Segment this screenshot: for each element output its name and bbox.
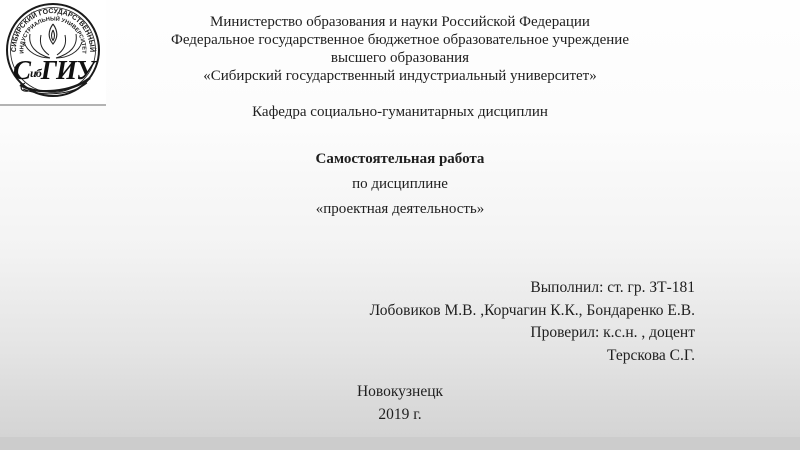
- header-spacer: [0, 85, 800, 103]
- header-line-ministry: Министерство образования и науки Российской Федерации: [210, 14, 590, 30]
- department-line: Кафедра социально-гуманитарных дисциплин: [252, 104, 548, 120]
- credits-reviewer: Терскова С.Г.: [606, 346, 695, 364]
- footer-year: 2019 г.: [378, 406, 422, 423]
- footer-block: [0, 380, 800, 426]
- work-subtitle: по дисциплине: [352, 176, 448, 192]
- work-title-block: [0, 147, 800, 222]
- logo-arc-outer-text: СИБИРСКИЙ ГОСУДАРСТВЕННЫЙ: [10, 8, 96, 53]
- footer-city: Новокузнецк: [356, 383, 444, 400]
- footer-bar: [0, 437, 800, 450]
- credits-authors: Лобовиков М.В. ,Корчагин К.К., Бондаренко Е.В.: [369, 301, 695, 319]
- header-line-education: высшего образования: [330, 50, 470, 66]
- work-title: Самостоятельная работа: [315, 151, 485, 167]
- credits-block: [100, 277, 695, 367]
- logo-abbr-text: СибГИУ: [13, 55, 94, 85]
- credits-checked-by: Проверил: к.с.н. , доцент: [530, 324, 695, 341]
- credits-performed-by: Выполнил: ст. гр. ЗТ-181: [530, 279, 695, 296]
- work-discipline: «проектная деятельность»: [315, 201, 485, 217]
- logo-arc-inner-text: ИНДУСТРИАЛЬНЫЙ УНИВЕРСИТЕТ: [19, 16, 87, 54]
- header-line-institution: Федеральное государственное бюджетное образовательное учреждение: [170, 32, 629, 48]
- header-block: [0, 13, 800, 121]
- header-line-university: «Сибирский государственный индустриальный университет»: [203, 68, 597, 84]
